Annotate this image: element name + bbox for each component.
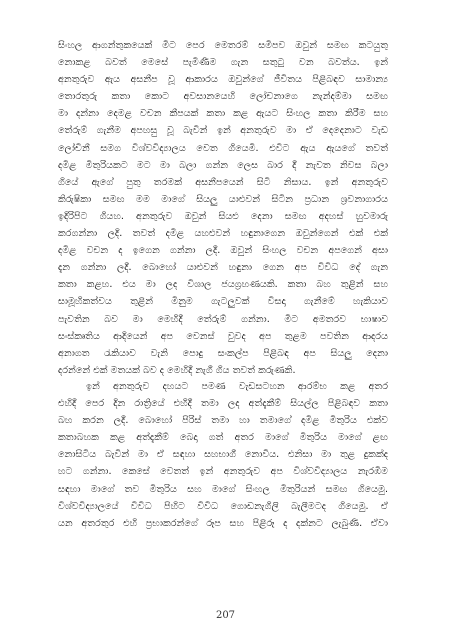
text-line: හට ගන්නා. කෙසේ වෙතත් ඉන් අනතුරුව අප විශ්වවිද්‍යාලය නැරඹීම	[58, 466, 388, 478]
text-line: සංස්කෘතිය ආදියෙන් අප වෙනස් වුවද අප තුළම පවතින ආදරය	[58, 330, 388, 342]
text-line: කිරුෂිකා සමඟ මම මාගේ සියලු යාළුවන් සිටින ප්‍රධාන ශ්‍රවනාගාරය	[58, 193, 388, 205]
page-number: 207	[215, 610, 236, 621]
text-line: දමිළ වචන ද ඉගෙන ගන්නා ලදී. ඔවුන් සිංහල වචන අපගෙන් අසා	[58, 245, 388, 257]
text-line: පැවතින බව මා මෙහිදී තේරුම් ගන්නා. මීට අමතරව භාෂාව	[58, 313, 388, 325]
text-line: සිංහල ආගන්තුකයෙක් මීට පෙර මෙතරම් සමීපව ඔවුන් සමඟ කටයුතු	[58, 40, 388, 51]
text-line: ලෝචිනී සමග විශ්වවිද්‍යාලය වෙත ගියෙමි. එවිට ඇය ඇයගේ තවත්	[58, 142, 388, 154]
text-line: දැන ගන්නා ලදී. බොහෝ යාළුවන් හඳුනා ගෙන අප විවිධ දේ ගැන	[58, 262, 388, 274]
text-line: කතා කළහ. එය මා ලද විශාල ජයග්‍රහණයකි. කතා බහ තුළින් සහ	[58, 279, 388, 291]
text-line: අනාගත රැකියාව වැනි පොදු සංකල්ප පිළිබඳ අප සියලු දෙනා	[58, 347, 388, 359]
text-line: එහිදී පෙර දින රාත්‍රියේ එහිදී තමා ලද අත්දැකීම් සියල්ල පිළිබඳව කතා	[58, 398, 388, 410]
text-line: ගියේ ඇගේ පුතු තරමක් අසනීපයෙන් සිටි නිසාය. ඉන් අනතුරුව	[58, 176, 388, 188]
text-line: නොසිටිය බැවින් මා ඒ සඳහා සහභාගී නොවීය. එනිසා මා තුළ දුකක්ද	[58, 449, 388, 461]
text-line: නොකළ බවත් මෙසේ පැමිණීම ගැන සතුටු වන බවත්ය. ඉන්	[58, 57, 388, 69]
text-line: විශ්වවිද්‍යාලයේ විවිධ පිහිට විවිධ ගොඩනැගිලි බැලීමටද ගියෙමු. ඒ	[58, 500, 388, 512]
text-line: තොරතුරු කතා කොට අවසානයෙහි ලෝචනාගෙ නැන්දම්මා සමඟ	[58, 91, 388, 103]
text-line: තේරුම් ගැනීම අපහසු වූ බැවින් ඉන් අනතුරුව මා ඒ දෙදෙනාට වැඩ	[58, 125, 388, 137]
text-line: බහ කරන ලදී. බොහෝ පිරිස් තමා හා තමාගේ දමිළ මිතුරිය එක්ව	[58, 415, 388, 427]
text-line: අනතුරුව ඇය අසනීප වූ ආකාරය ඔවුන්ගේ ජීවිතය පිළිබඳව සාමාන්‍ය	[58, 74, 388, 86]
text-line: කරගන්නා ලදි. තවත් දමිළ යහළුවන් හඳුනාගෙන ඔවුන්ගෙන් එක් එක්	[58, 228, 388, 240]
text-line: සාමූහිකත්වය තුළින් මිනුම ගැටලුවක් විසදා ගැනීමේ හැකියාව	[58, 296, 388, 308]
text-line: දමිළ මිතුරියකට මට මා බලා ගන්න ලෙස බාර දී නැවත නිවස බලා	[58, 159, 388, 171]
text-line: දරන්නේ එක් මතයක් බව ද මෙහිදී නැගී ගිය තවත් කරුණකි.	[58, 364, 296, 376]
text-line: ඉන් අනතුරුව දහයට පමණ වැඩසටහන ආරම්භ කළ අතර	[86, 381, 388, 392]
text-line: සඳහා මාගේ තව මිතුරිය සහ මාගේ සිංහල මිතුරියන් සමඟ ගියෙමු.	[58, 483, 388, 495]
text-line: මා දන්නා දෙමළ වචන කීපයක් කතා කළ ඇයට සිංහල කතා කිරීම සහ	[58, 108, 388, 120]
text-line: ඉදිරිපිට ගියහ. අනතුරුව ඔවුන් සියළු දෙනා සමඟ අදහස් හුවමාරු	[58, 210, 388, 222]
text-line: යන අතරතුර එහි ප්‍රභාකරන්ගේ රූප සහ පිළිරූ ද දක්නට ලැබුණි. ඒවා	[58, 517, 388, 529]
paragraph-1	[58, 37, 388, 379]
paragraph-2	[58, 378, 388, 532]
text-line: කතාබහක කළ අත්දැකීම් බෙදා ගත් අතර මාගේ මිතුරිය මාගේ ළඟ	[58, 432, 388, 444]
